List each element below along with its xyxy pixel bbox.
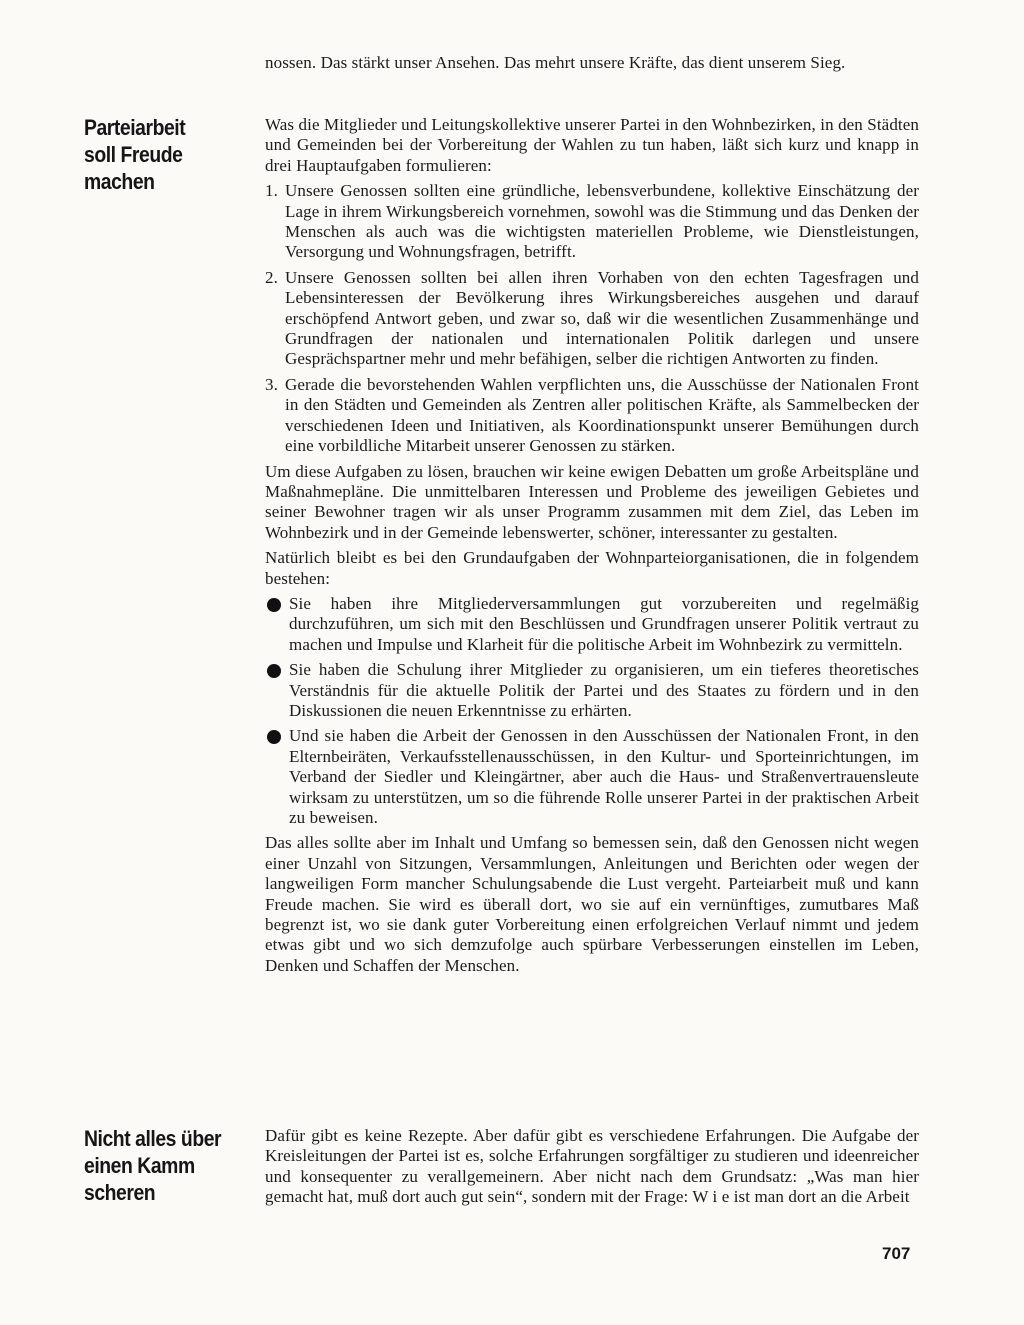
bullet-dot-icon — [267, 730, 281, 744]
bullet-dot-icon — [267, 598, 281, 612]
page-number: 707 — [882, 1244, 911, 1263]
side-heading-line: machen — [84, 169, 155, 194]
task-text: Gerade die bevorstehenden Wahlen verpflichten uns, die Ausschüsse der Nationalen Front in den Städten und Gemeinden als Zentren aller politischen Kräfte, als Sammelbecken der verschiedenen Ideen und Initiativen, als Koordinationspunkt unserer Bemühungen durch eine vorbildliche Mitarbeit unserer Genossen zu stärken. — [285, 374, 919, 456]
bullet-dot-icon — [267, 664, 281, 678]
bullet-item-3 — [265, 726, 919, 828]
bullet-text: Sie haben ihre Mitgliederversammlungen gut vorzubereiten und regelmäßig durchzuführen, um sich mit den Beschlüssen und Grundfragen unserer Politik vertraut zu machen und Impulse und Klarheit für die politische Arbeit im Wohnbezirk zu vermitteln. — [289, 593, 919, 654]
paragraph-umfang: Das alles sollte aber im Inhalt und Umfang so bemessen sein, daß den Genossen nicht wegen einer Unzahl von Sitzungen, Versammlungen, Anleitungen und Berichten oder wegen der langweiligen Form mancher Schulungsabende die Lust vergeht. Parteiarbeit muß und kann Freude machen. Sie wird es überall dort, wo sie auf ein vernünftiges, zumutbares Maß begrenzt ist, wo sie dank guter Vorbereitung einen erfolgreichen Verlauf nimmt und jedem etwas gibt und wo sich demzufolge auch spürbare Verbesserungen einstellen im Leben, Denken und Schaffen der Menschen. — [265, 833, 919, 975]
side-heading-line: soll Freude — [84, 142, 183, 167]
task-number: 1. — [265, 181, 278, 201]
text-column-main — [265, 115, 919, 981]
side-heading-line: einen Kamm — [84, 1153, 195, 1178]
side-heading-line: Nicht alles über — [84, 1126, 222, 1151]
text-column-bottom — [265, 1126, 919, 1213]
paragraph-rezepte: Dafür gibt es keine Rezepte. Aber dafür gibt es verschiedene Erfahrungen. Die Aufgabe der Kreisleitungen der Partei ist es, solche Erfahrungen sorgfältiger zu studieren und ideenreicher und konsequenter zu verallgemeinern. Aber nicht nach dem Grundsatz: „Was man hier gemacht hat, muß dort auch gut sein“, sondern mit der Frage: W i e ist man dort an die Arbeit — [265, 1126, 919, 1207]
paragraph-top: nossen. Das stärkt unser Ansehen. Das mehrt unsere Kräfte, das dient unserem Sieg. — [265, 53, 846, 72]
bullet-item-2 — [265, 660, 919, 721]
task-number: 2. — [265, 267, 278, 287]
bullet-text: Sie haben die Schulung ihrer Mitglieder zu organisieren, um ein tieferes theoretisches Verständnis für die aktuelle Politik der Partei und des Staates zu fördern und in den Diskussionen die neuen Erkenntnisse zu erhärten. — [289, 660, 919, 720]
paragraph-intro: Was die Mitglieder und Leitungskollektive unserer Partei in den Wohnbezirken, in den Städten und Gemeinden bei der Vorbereitung der Wahlen zu tun haben, läßt sich kurz und knapp in drei Hauptaufgaben formulieren: — [265, 115, 919, 175]
paragraph-aufgaben: Um diese Aufgaben zu lösen, brauchen wir keine ewigen Debatten um große Arbeitspläne und Maßnahmepläne. Die unmittelbaren Interessen und Probleme des jeweiligen Gebietes und seiner Bewohner tragen wir als unser Programm zusammen mit dem Ziel, das Leben im Wohnbezirk und in der Gemeinde lebenswerter, schöner, interessanter zu gestalten. — [265, 461, 919, 542]
task-item-1 — [265, 181, 919, 263]
task-item-2 — [265, 268, 919, 370]
side-heading-parteiarbeit — [84, 114, 185, 195]
side-heading-nicht-alles — [84, 1125, 221, 1206]
task-text: Unsere Genossen sollten eine gründliche, lebensverbundene, kollektive Einschätzung der Lage in ihrem Wirkungsbereich vornehmen, sowohl was die Stimmung und das Denken der Menschen als auch was die wichtigsten materiellen Probleme, wie Dienstleistungen, Versorgung und Wohnungsfragen, betrifft. — [285, 181, 919, 262]
side-heading-line: scheren — [84, 1180, 156, 1205]
task-item-3 — [265, 375, 919, 457]
task-number: 3. — [265, 374, 278, 394]
bullet-text: Und sie haben die Arbeit der Genossen in den Ausschüssen der Nationalen Front, in den Elternbeiräten, Verkaufsstellenausschüssen, in den Kultur- und Sporteinrichtungen, im Verband der Siedler und Kleingärtner, aber auch die Haus- und Straßenvertrauensleute wirksam zu unterstützen, um so die führende Rolle unserer Partei in der praktischen Arbeit zu beweisen. — [289, 726, 919, 827]
paragraph-grundaufgaben: Natürlich bleibt es bei den Grundaufgaben der Wohnparteiorganisationen, die in folgendem bestehen: — [265, 548, 919, 588]
text-column-top — [265, 53, 919, 78]
side-heading-line: Parteiarbeit — [84, 115, 186, 140]
task-text: Unsere Genossen sollten bei allen ihren Vorhaben von den echten Tagesfragen und Lebensinteressen der Bevölkerung ihres Wirkungsbereiches ausgehen und darauf erschöpfend Antwort geben, und zwar so, daß wir die wesentlichen Zusammenhänge und Grundfragen der nationalen und internationalen Politik darlegen und unsere Gesprächspartner mehr und mehr befähigen, selber die richtigen Antworten zu finden. — [285, 267, 919, 369]
bullet-item-1 — [265, 594, 919, 655]
